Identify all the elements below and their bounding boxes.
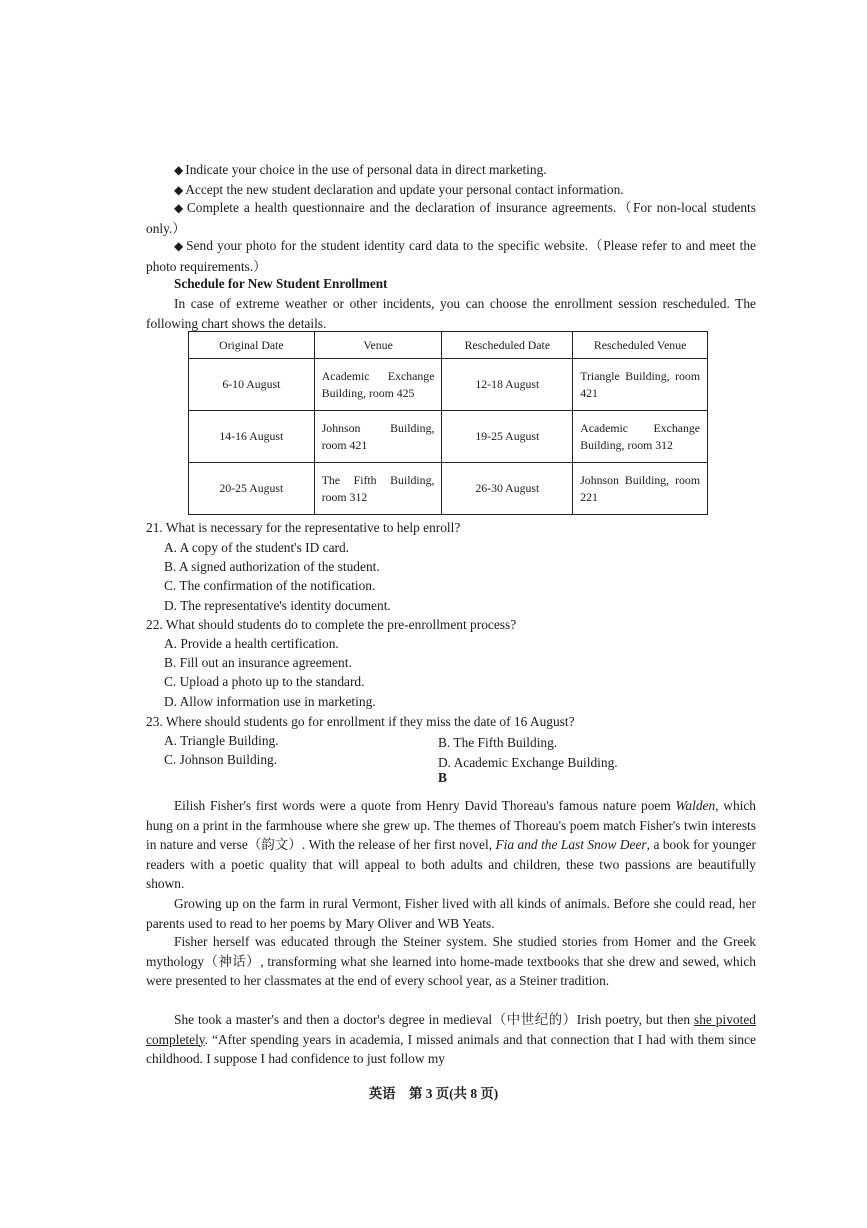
question-22-option-d: D. Allow information use in marketing. bbox=[164, 694, 376, 709]
cell-original-date: 6-10 August bbox=[189, 359, 315, 411]
cell-rescheduled-venue: Academic Exchange Building, room 312 bbox=[573, 411, 708, 463]
cell-original-date: 14-16 August bbox=[189, 411, 315, 463]
header-original-date: Original Date bbox=[189, 332, 315, 359]
header-venue: Venue bbox=[314, 332, 442, 359]
schedule-intro: In case of extreme weather or other incidents, you can choose the enrollment session rescheduled. The following chart shows the details. bbox=[146, 296, 756, 331]
underlined-phrase: she pivoted completely bbox=[146, 1012, 756, 1047]
poem-title: Walden bbox=[675, 798, 716, 813]
table-row bbox=[189, 359, 708, 411]
table-header-row bbox=[189, 332, 708, 359]
question-21-option-d: D. The representative's identity document. bbox=[164, 598, 391, 613]
question-23-option-a: A. Triangle Building. bbox=[164, 733, 279, 748]
cell-rescheduled-date: 12-18 August bbox=[442, 359, 573, 411]
cell-rescheduled-date: 26-30 August bbox=[442, 463, 573, 515]
bullet-photo: ◆ Send your photo for the student identity card data to the specific website.（Please refer to and meet the photo requirements.） bbox=[146, 236, 756, 276]
p4-end: . “After spending years in academia, I missed animals and that connection that I had with them since childhood. I suppose I had confidence to just follow my bbox=[146, 1031, 756, 1066]
cell-venue: The Fifth Building, room 312 bbox=[314, 463, 442, 515]
question-21-option-b: B. A signed authorization of the student. bbox=[164, 559, 380, 574]
question-21-option-c: C. The confirmation of the notification. bbox=[164, 578, 376, 593]
passage-b-paragraph-3: Fisher herself was educated through the Steiner system. She studied stories from Homer and the Greek mythology（神话）, transforming what she learned into home-made textbooks that she drew and sewed, which were presented to her classmates at the end of every school year, as a Steiner tradition. bbox=[146, 934, 756, 988]
cell-rescheduled-date: 19-25 August bbox=[442, 411, 573, 463]
p1-start: Eilish Fisher's first words were a quote from Henry David Thoreau's famous nature poem bbox=[174, 798, 676, 813]
passage-b-paragraph-1 bbox=[146, 796, 756, 894]
question-23-option-d: D. Academic Exchange Building. bbox=[438, 755, 618, 770]
schedule-title: Schedule for New Student Enrollment bbox=[174, 276, 388, 291]
cell-venue: Academic Exchange Building, room 425 bbox=[314, 359, 442, 411]
question-21-option-a: A. A copy of the student's ID card. bbox=[164, 540, 350, 555]
bullet-marketing: ◆ Indicate your choice in the use of personal data in direct marketing. bbox=[146, 160, 756, 181]
schedule-table bbox=[188, 331, 708, 515]
page-footer: 英语 第 3 页(共 8 页) bbox=[368, 1086, 499, 1101]
header-rescheduled-venue: Rescheduled Venue bbox=[573, 332, 708, 359]
passage-b-heading: B bbox=[438, 770, 447, 785]
cell-venue: Johnson Building, room 421 bbox=[314, 411, 442, 463]
question-21-stem: 21. What is necessary for the representative to help enroll? bbox=[146, 520, 461, 535]
table-row bbox=[189, 463, 708, 515]
question-22-option-b: B. Fill out an insurance agreement. bbox=[164, 655, 352, 670]
bullet-health: ◆ Complete a health questionnaire and the declaration of insurance agreements.（For non-local students only.） bbox=[146, 198, 756, 238]
question-23-option-c: C. Johnson Building. bbox=[164, 752, 278, 767]
question-23-stem: 23. Where should students go for enrollment if they miss the date of 16 August? bbox=[146, 714, 575, 729]
passage-b-paragraph-4 bbox=[146, 1010, 756, 1069]
bullet-declaration: ◆ Accept the new student declaration and update your personal contact information. bbox=[146, 180, 756, 201]
passage-b-paragraph-2: Growing up on the farm in rural Vermont, Fisher lived with all kinds of animals. Before she could read, her parents used to read to her poems by Mary Oliver and WB Yeats. bbox=[146, 896, 756, 931]
table-row bbox=[189, 411, 708, 463]
question-23-option-b: B. The Fifth Building. bbox=[438, 735, 558, 750]
header-rescheduled-date: Rescheduled Date bbox=[442, 332, 573, 359]
cell-original-date: 20-25 August bbox=[189, 463, 315, 515]
question-22-option-c: C. Upload a photo up to the standard. bbox=[164, 674, 365, 689]
p1-mid: , which hung on a print in the farmhouse where she grew up. The themes of Thoreau's poem match Fisher's twin interests in nature and verse（韵文）. With the release of her first novel, bbox=[146, 798, 756, 852]
question-22-stem: 22. What should students do to complete the pre-enrollment process? bbox=[146, 617, 517, 632]
question-22-option-a: A. Provide a health certification. bbox=[164, 636, 339, 651]
cell-rescheduled-venue: Triangle Building, room 421 bbox=[573, 359, 708, 411]
cell-rescheduled-venue: Johnson Building, room 221 bbox=[573, 463, 708, 515]
p4-start: She took a master's and then a doctor's degree in medieval（中世纪的）Irish poetry, but then bbox=[174, 1012, 694, 1027]
p1-end: , a book for younger readers with a poetic quality that will appeal to both adults and children, these two passions are beautifully shown. bbox=[146, 837, 757, 891]
novel-title: Fia and the Last Snow Deer bbox=[495, 837, 647, 852]
